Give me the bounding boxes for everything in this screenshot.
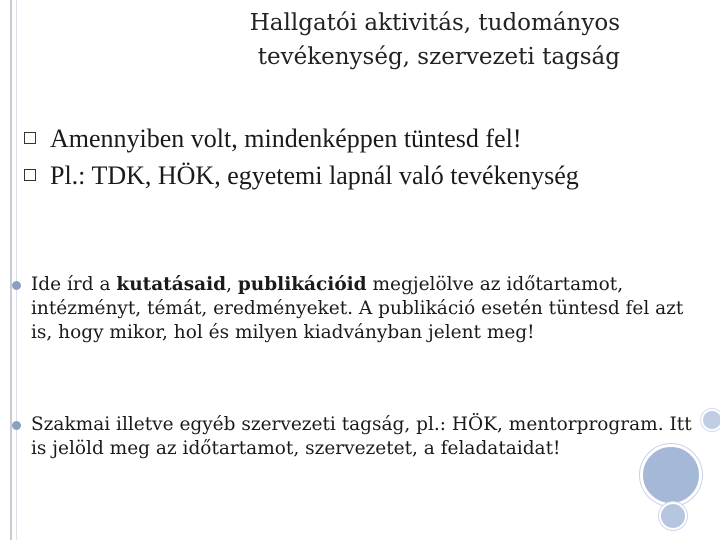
left-decorative-rule xyxy=(10,0,12,540)
dot-item-text-mid: , xyxy=(226,274,238,295)
slide-title xyxy=(60,6,620,74)
decorative-circle-small xyxy=(701,409,720,431)
square-list-item xyxy=(20,120,680,157)
dot-list-item xyxy=(20,413,700,461)
dot-item-bold-research: kutatásaid xyxy=(116,274,227,295)
decorative-circle-medium xyxy=(659,502,687,530)
square-bullet-icon xyxy=(24,169,36,181)
square-list-item xyxy=(20,157,680,194)
dot-bullet-icon xyxy=(12,281,21,290)
square-list-item-text: Pl.: TDK, HÖK, egyetemi lapnál való tevékenység xyxy=(50,161,579,190)
decorative-circle-large xyxy=(640,444,702,506)
dot-item-bold-publications: publikációid xyxy=(237,274,367,295)
slide-title-line-2: tevékenység, szervezeti tagság xyxy=(257,44,620,70)
dot-item-text-pre: Ide írd a xyxy=(31,274,117,295)
slide-title-line-1: Hallgatói aktivitás, tudományos xyxy=(249,10,620,36)
left-decorative-rule-thin xyxy=(16,0,17,540)
dot-list-item xyxy=(20,273,700,345)
dot-item-text: Szakmai illetve egyéb szervezeti tagság, pl.: HÖK, mentorprogram. Itt is jelöld meg az időtartamot, szervezetet, a feladataidat! xyxy=(31,414,692,459)
dot-bullet-icon xyxy=(12,421,21,430)
square-list-item-text: Amennyiben volt, mindenképpen tüntesd fel! xyxy=(50,124,522,153)
square-bullet-icon xyxy=(24,132,36,144)
dot-bullet-list xyxy=(20,273,700,461)
square-bullet-list xyxy=(20,120,680,194)
dot-item-text-post: megjelölve az időtartamot, intézményt, témát, eredményeket. A publikáció esetén tüntesd fel azt is, hogy mikor, hol és milyen kiadványban jelent meg! xyxy=(31,274,684,343)
